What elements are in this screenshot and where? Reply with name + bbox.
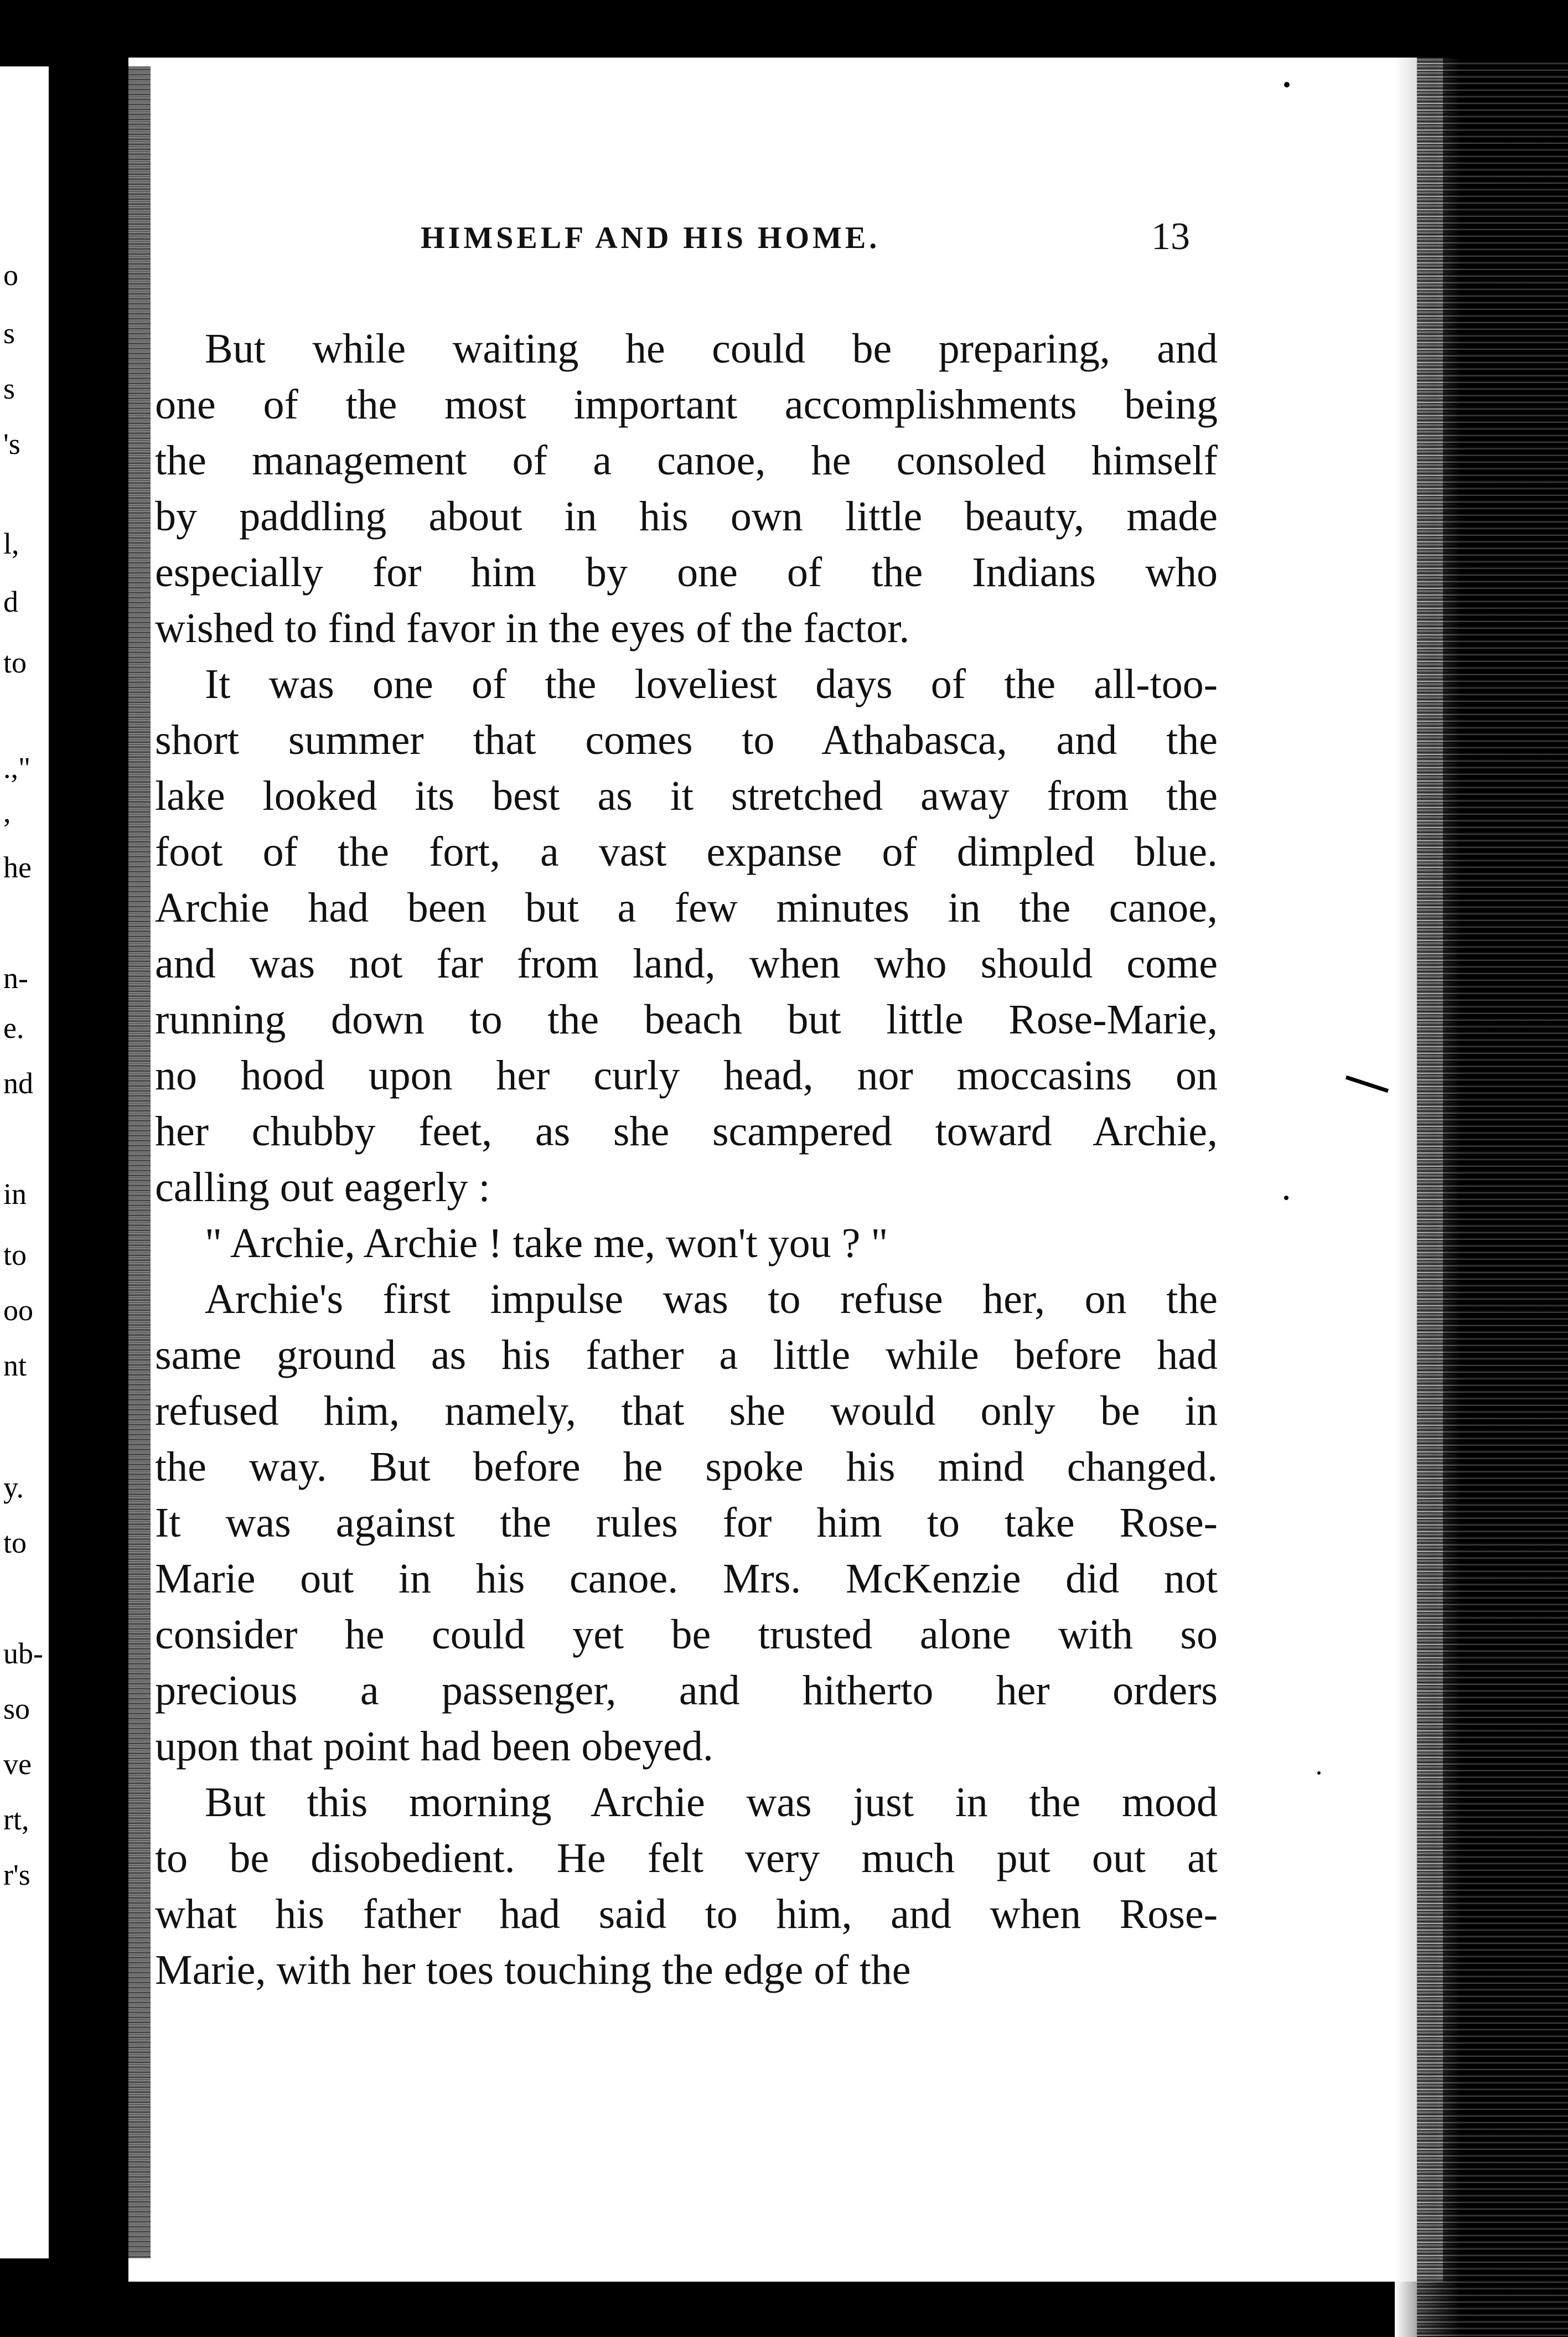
text-line: one of the most important accomplishments being xyxy=(155,381,1218,428)
text-line: consider he could yet be trusted alone with so xyxy=(155,1611,1218,1658)
previous-page-fragment: s xyxy=(3,317,15,350)
text-line: refused him, namely, that she would only be in xyxy=(155,1388,1218,1434)
text-line: " Archie, Archie ! take me, won't you ? " xyxy=(205,1220,888,1266)
text-line: what his father had said to him, and when Rose- xyxy=(155,1891,1218,1937)
previous-page-fragment: in xyxy=(3,1177,27,1211)
running-head: HIMSELF AND HIS HOME. xyxy=(421,221,881,255)
text-line: short summer that comes to Athabasca, and the xyxy=(155,717,1218,763)
book-spine xyxy=(49,66,132,2258)
spine-edge xyxy=(128,66,151,2258)
previous-page-fragment: nt xyxy=(3,1349,27,1382)
text-line: It was against the rules for him to take Rose- xyxy=(155,1500,1218,1546)
previous-page-fragment: , xyxy=(3,795,11,829)
text-line: lake looked its best as it stretched away from the xyxy=(155,773,1218,819)
scan-mark xyxy=(1284,1196,1288,1200)
text-line: upon that point had been obeyed. xyxy=(155,1723,713,1770)
page-number: 13 xyxy=(1151,215,1190,258)
previous-page-fragment: s xyxy=(3,372,15,405)
previous-page-fragment: ub- xyxy=(3,1637,43,1670)
previous-page-fragment: so xyxy=(3,1692,30,1725)
previous-page-fragment: .," xyxy=(3,751,31,784)
text-line: Archie had been but a few minutes in the canoe, xyxy=(155,885,1218,931)
previous-page-fragment: d xyxy=(3,585,18,618)
previous-page-fragment: to xyxy=(3,646,27,679)
text-line: running down to the beach but little Rose-Marie, xyxy=(155,996,1218,1043)
page-edge-speckle xyxy=(1417,58,1568,2337)
text-line: the way. But before he spoke his mind changed. xyxy=(155,1444,1218,1490)
text-line: Marie, with her toes touching the edge of the xyxy=(155,1947,911,1993)
text-line: But this morning Archie was just in the mood xyxy=(205,1779,1218,1826)
text-line: to be disobedient. He felt very much put out at xyxy=(155,1835,1218,1881)
previous-page-fragment: l, xyxy=(3,527,19,560)
previous-page-fragment: to xyxy=(3,1238,27,1271)
scan-mark xyxy=(1284,82,1290,87)
text-line: no hood upon her curly head, nor moccasins on xyxy=(155,1052,1218,1099)
previous-page-fragment: o xyxy=(3,258,18,292)
text-line: Marie out in his canoe. Mrs. McKenzie did not xyxy=(155,1555,1218,1602)
text-line: precious a passenger, and hitherto her orders xyxy=(155,1667,1218,1714)
text-line: by paddling about in his own little beauty, made xyxy=(155,493,1218,540)
previous-page-fragment: y. xyxy=(3,1471,24,1504)
scan-mark xyxy=(1317,1771,1321,1775)
text-line: wished to find favor in the eyes of the factor. xyxy=(155,605,910,652)
previous-page-fragment: to xyxy=(3,1526,27,1559)
text-line: same ground as his father a little while before had xyxy=(155,1332,1218,1378)
previous-page-fragment: n- xyxy=(3,961,28,995)
previous-page-strip xyxy=(0,66,49,2258)
previous-page-fragment: ve xyxy=(3,1747,32,1781)
text-line: calling out eagerly : xyxy=(155,1164,490,1211)
previous-page-fragment: he xyxy=(3,851,32,884)
text-line: and was not far from land, when who should come xyxy=(155,940,1218,987)
body-text xyxy=(155,321,1218,1998)
previous-page-fragment: nd xyxy=(3,1067,33,1100)
previous-page-fragment: oo xyxy=(3,1294,33,1327)
previous-page-fragment: rt, xyxy=(3,1803,29,1836)
text-line: the management of a canoe, he consoled himself xyxy=(155,437,1218,484)
previous-page-fragment: r's xyxy=(3,1858,30,1891)
previous-page-fragment: 's xyxy=(3,427,20,461)
text-line: foot of the fort, a vast expanse of dimpled blue. xyxy=(155,829,1218,875)
previous-page-fragment: e. xyxy=(3,1011,24,1045)
text-line: her chubby feet, as she scampered toward Archie, xyxy=(155,1108,1218,1155)
text-line: Archie's first impulse was to refuse her, on the xyxy=(205,1276,1218,1322)
text-line: especially for him by one of the Indians who xyxy=(155,549,1218,596)
text-line: It was one of the loveliest days of the all-too- xyxy=(205,661,1218,707)
text-line: But while waiting he could be preparing, and xyxy=(205,325,1218,372)
